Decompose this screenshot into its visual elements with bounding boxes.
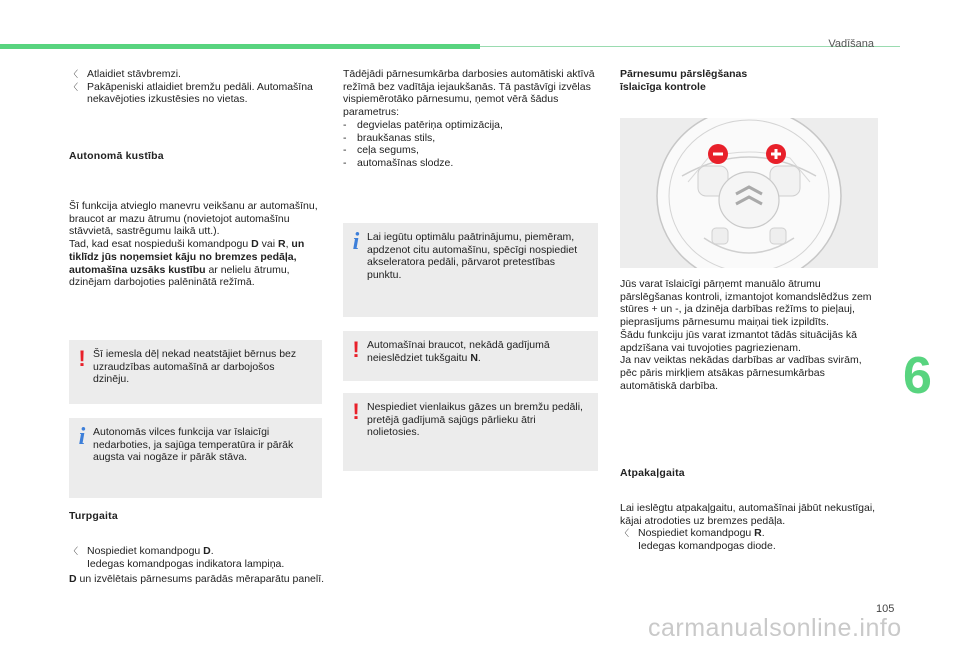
warning-box: ! Automašīnai braucot, nekādā gadījumā neieslēdziet tukšgaitu N. <box>343 331 598 381</box>
autonomous-text: Šī funkcija atvieglo manevru veikšanu ar automašīnu, braucot ar mazu ātrumu (novietojot automašīnu stāvvietā, sastrēgumu laikā utt.). Tad, kad esat nospieduši komandpogu D vai R, un tiklīdz jūs noņemsiet kāju no bremzes pedāļa, automašīna uzsāks kustību ar nelielu ātrumu, dzinējam darbojoties palēninātā režīmā. <box>69 200 318 289</box>
autonomous-heading: Autonomā kustība <box>69 150 164 162</box>
warning-box: ! Nespiediet vienlaikus gāzes un bremžu pedāli, pretējā gadījumā sajūgs pārlieku ātri nolietosies. <box>343 393 598 471</box>
arrow-bullet-icon: 〈 <box>69 546 79 556</box>
reverse-heading: Atpakaļgaita <box>620 467 685 479</box>
list-item: - braukšanas stils, <box>343 131 436 144</box>
manual-override-heading: Pārnesumu pārslēgšanas īslaicīga kontrole <box>620 68 748 93</box>
info-box: i Autonomās vilces funkcija var īslaicīgi nedarboties, ja sajūga temperatūra ir pārāk augsta vai nogāze ir pārāk stāva. <box>69 418 322 498</box>
arrow-bullet-icon: 〈 <box>69 81 79 92</box>
list-item: 〈 Atlaidiet stāvbremzi. <box>69 68 181 80</box>
arrow-bullet-icon: 〈 <box>69 69 79 79</box>
page-number: 105 <box>876 603 895 615</box>
list-item: 〈 Pakāpeniski atlaidiet bremžu pedāli. Automašīna nekavējoties izkustēsies no vietas. <box>69 80 313 106</box>
manual-override-text: Jūs varat īslaicīgi pārņemt manuālo ātrumu pārslēgšanas kontroli, izmantojot komandslēdžus zem stūres + un -, ja dzinēja darbības režīms to pieļauj, pieprasījums pārnesumu maiņai tiek izpildīts. Šādu funkciju jūs varat izmantot tādās situācijās kā apdzīšana vai tuvojoties pagriezienam. Ja nav veiktas nekādas darbības ar vadības svirām, pēc pāris mirkļiem atsākas pārnesumkārbas automātiskā darbība. <box>620 278 872 392</box>
watermark: carmanualsonline.info <box>648 614 902 642</box>
reverse-text: Lai ieslēgtu atpakaļgaitu, automašīnai jābūt nekustīgai, kājai atrodoties uz bremzes pedāļa. 〈 Nospiediet komandpogu R. Iedegas komandpogas diode. <box>620 502 878 553</box>
exclamation-icon: ! <box>352 399 360 424</box>
section-title: Vadīšana <box>828 38 874 50</box>
info-icon: i <box>78 424 86 450</box>
parameter-list <box>343 119 601 170</box>
steering-wheel-icon <box>620 118 878 268</box>
list-item: 〈 Nospiediet komandpogu D. Iedegas komandpogas indikatora lampiņa. <box>69 545 285 570</box>
info-box: i Lai iegūtu optimālu paātrinājumu, piemēram, apdzenot citu automašīnu, spēcīgi nospiediet akseleratora pedāli, pārvarot pretestības punktu. <box>343 223 598 317</box>
header-accent-bar <box>0 44 480 49</box>
steering-wheel-illustration <box>620 118 878 268</box>
forward-heading: Turpgaita <box>69 510 118 522</box>
auto-mode-text: Tādējādi pārnesumkārba darbosies automātiski aktīvā režīmā bez vadītāja iejaukšanās. Tā pastāvīgi izvēlas vispiemērotāko pārnesumu, ņemot vērā šādus parametrus: - degvielas patēriņa optimizācija, - braukšanas stils, - ceļa segums, - automašīnas slodze. <box>343 68 601 170</box>
exclamation-icon: ! <box>352 337 360 362</box>
list-item: - ceļa segums, <box>343 144 419 157</box>
forward-text: 〈 Nospiediet komandpogu D. Iedegas komandpogas indikatora lampiņa. D un izvēlētais pārnesums parādās mēraparātu panelī. <box>69 545 325 586</box>
list-item: 〈 Nospiediet komandpogu R. Iedegas komandpogas diode. <box>620 527 776 553</box>
list-item: - automašīnas slodze. <box>343 156 454 169</box>
intro-bullets <box>69 68 325 106</box>
list-item: - degvielas patēriņa optimizācija, <box>343 118 503 131</box>
chapter-number: 6 <box>903 347 932 405</box>
arrow-bullet-icon: 〈 <box>620 528 630 539</box>
warning-box: ! Šī iemesla dēļ nekad neatstājiet bērnus bez uzraudzības automašīnā ar darbojošos dzinēju. <box>69 340 322 404</box>
exclamation-icon: ! <box>78 346 86 371</box>
info-icon: i <box>352 229 360 255</box>
